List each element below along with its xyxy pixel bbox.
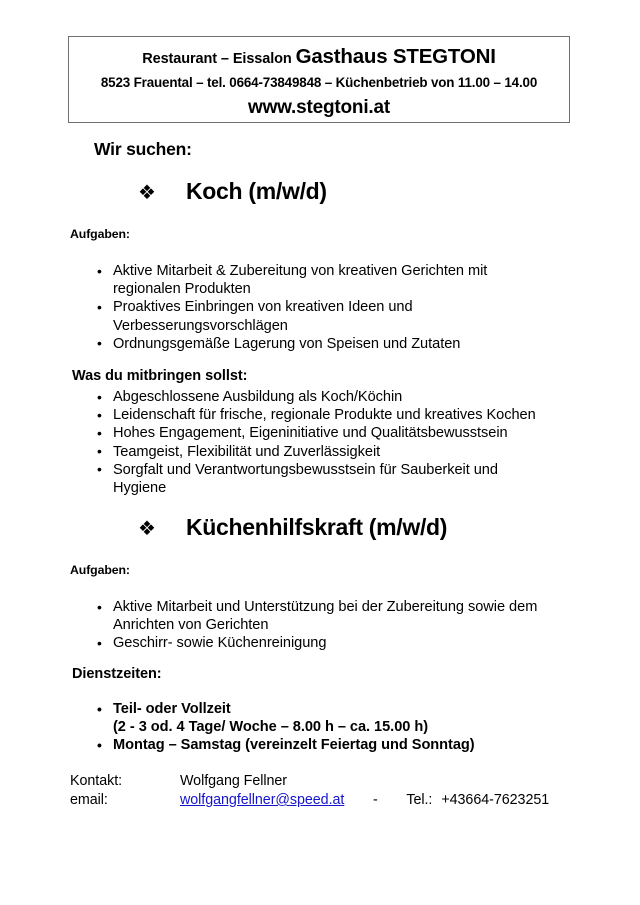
job-title-kuechenhilfskraft: Küchenhilfskraft (m/w/d) — [186, 514, 448, 540]
list-item — [86, 700, 546, 736]
requirements-label-koch: Was du mitbringen sollst: — [72, 368, 248, 384]
job-title-koch: Koch (m/w/d) — [186, 178, 327, 204]
hours-line-secondary: (2 - 3 od. 4 Tage/ Woche – 8.00 h – ca. 15.00 h) — [113, 719, 428, 736]
tasks-label-kuechenhilfskraft: Aufgaben: — [70, 563, 130, 577]
list-item: • Ordnungsgemäße Lagerung von Speisen und Zutaten — [86, 335, 516, 353]
job-heading-koch — [138, 178, 327, 205]
list-item: • Aktive Mitarbeit und Unterstützung bei der Zubereitung sowie dem Anrichten von Gerichten — [86, 598, 546, 634]
list-item: • Sorgfalt und Verantwortungsbewusstsein für Sauberkeit und Hygiene — [86, 461, 536, 497]
diamond-bullet-icon: ❖ — [138, 518, 156, 540]
business-website: www.stegtoni.at — [248, 97, 390, 119]
contact-block — [70, 772, 549, 810]
list-item — [86, 736, 546, 754]
intro-heading: Wir suchen: — [94, 139, 192, 159]
email-link[interactable]: wolfgangfellner@speed.at — [180, 792, 345, 808]
business-title-line — [69, 46, 569, 69]
telephone-label: Tel.: — [406, 792, 433, 808]
list-item: • Proaktives Einbringen von kreativen Ideen und Verbesserungsvorschlägen — [86, 298, 516, 334]
business-type: Restaurant – Eissalon — [142, 51, 292, 67]
hours-line-primary: • Teil- oder Vollzeit — [113, 701, 231, 717]
hours-line-primary: • Montag – Samstag (vereinzelt Feiertag und Sonntag) — [113, 737, 475, 754]
list-item: • Teamgeist, Flexibilität und Zuverlässigkeit — [86, 443, 536, 461]
telephone-number: +43664-7623251 — [441, 792, 550, 808]
list-item: • Geschirr- sowie Küchenreinigung — [86, 634, 546, 652]
list-item: • Leidenschaft für frische, regionale Produkte und kreatives Kochen — [86, 406, 536, 424]
contact-separator: - — [372, 792, 378, 808]
business-name: Gasthaus STEGTONI — [295, 45, 496, 68]
contact-name-row — [70, 772, 549, 791]
diamond-bullet-icon: ❖ — [138, 182, 156, 204]
email-label: email: — [70, 792, 108, 808]
hours-label: Dienstzeiten: — [72, 666, 162, 682]
list-item: • Aktive Mitarbeit & Zubereitung von kreativen Gerichten mit regionalen Produkten — [86, 262, 516, 298]
contact-email-row — [70, 791, 549, 810]
business-header-box — [68, 36, 570, 123]
list-item: • Hohes Engagement, Eigeninitiative und Qualitätsbewusstsein — [86, 424, 536, 442]
tasks-label-koch: Aufgaben: — [70, 227, 130, 241]
contact-person-name: Wolfgang Fellner — [180, 773, 288, 789]
business-contact-line: 8523 Frauental – tel. 0664-73849848 – Küchenbetrieb von 11.00 – 14.00 — [100, 74, 538, 90]
tasks-list-kuechenhilfskraft — [86, 598, 546, 653]
hours-list — [86, 700, 546, 755]
contact-label: Kontakt: — [70, 773, 123, 789]
list-item: • Abgeschlossene Ausbildung als Koch/Köchin — [86, 388, 536, 406]
job-heading-kuechenhilfskraft — [138, 514, 447, 541]
requirements-list-koch — [86, 388, 536, 497]
tasks-list-koch — [86, 262, 516, 353]
